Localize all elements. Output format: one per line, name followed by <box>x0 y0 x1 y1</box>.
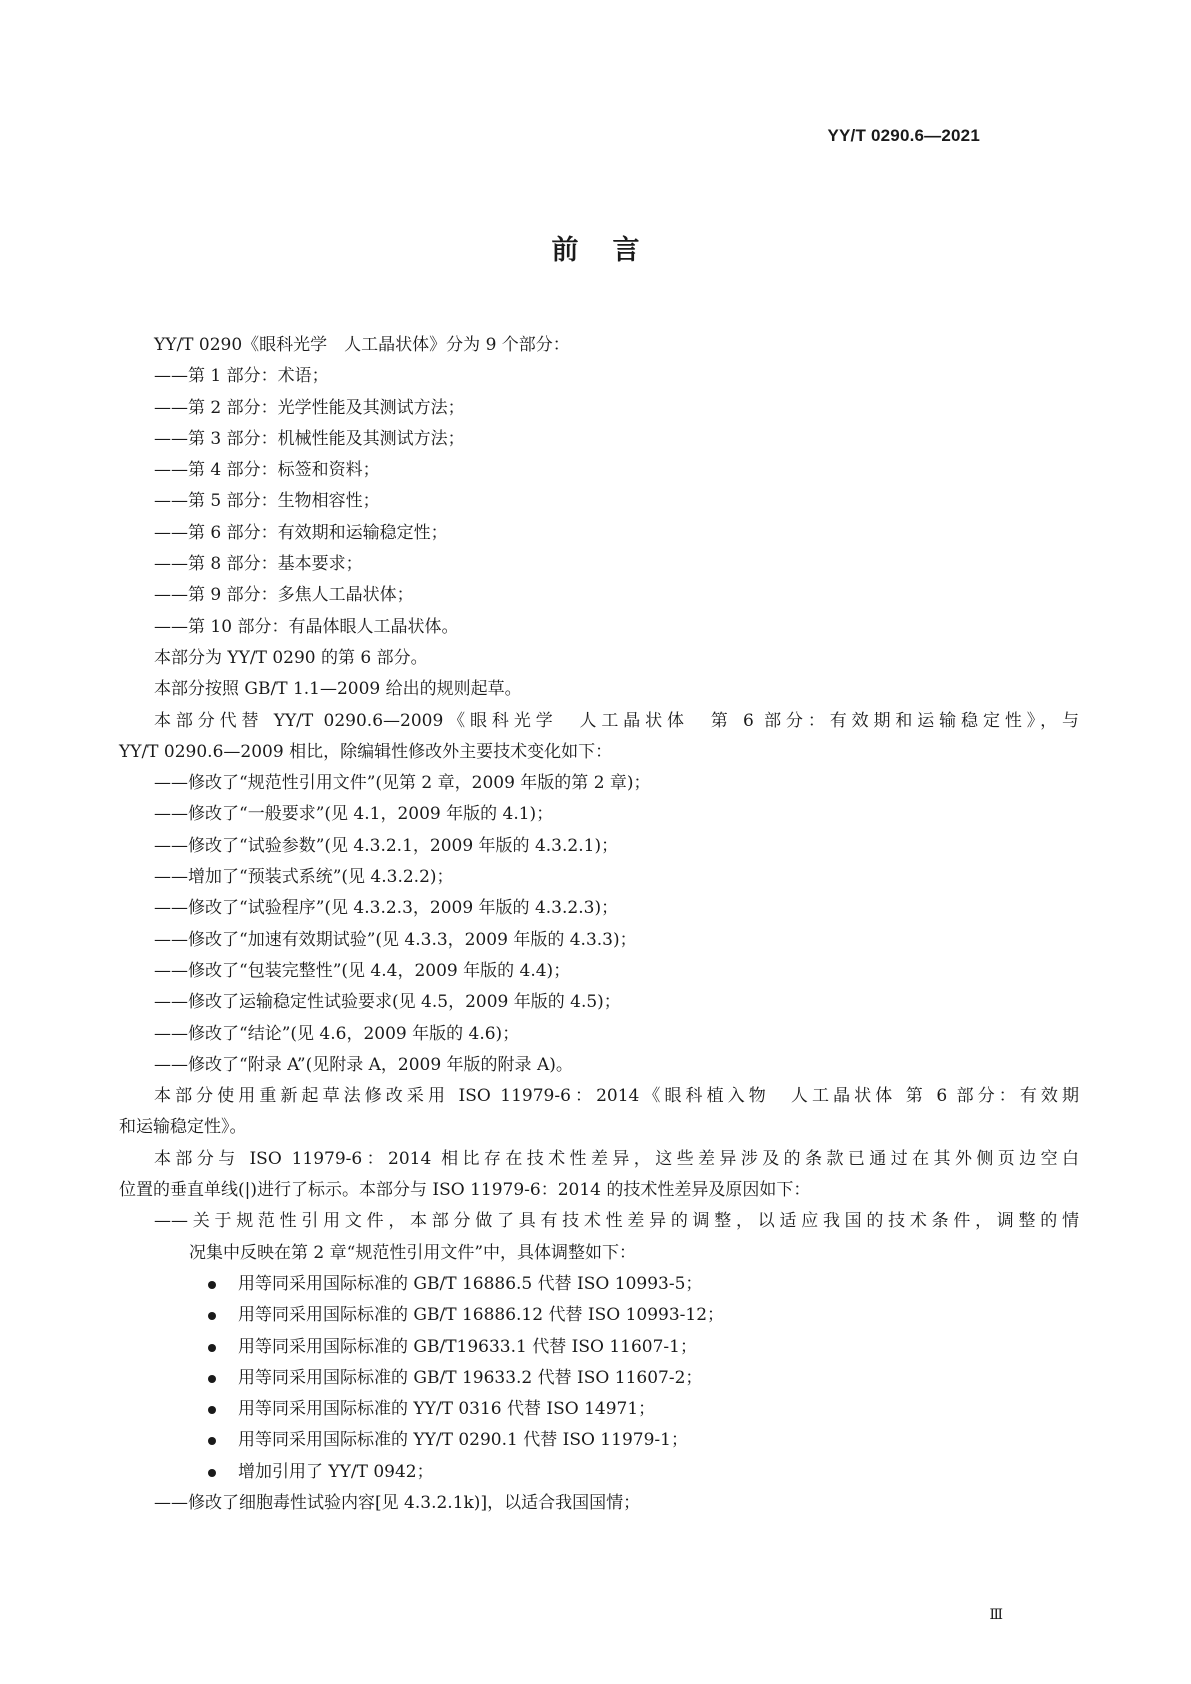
dash-list-item: ——第 3 部分：机械性能及其测试方法； <box>154 428 465 449</box>
bullet-dot-icon <box>208 1375 216 1383</box>
dash-list-item: ——修改了运输稳定性试验要求(见 4.5，2009 年版的 4.5)； <box>154 992 621 1013</box>
dash-list-item: ——修改了“结论”(见 4.6，2009 年版的 4.6)； <box>154 1023 520 1044</box>
dash-list-item: ——修改了“试验程序”(见 4.3.2.3，2009 年版的 4.3.2.3)； <box>154 898 619 919</box>
bullet-item <box>119 1363 1079 1394</box>
bullet-text: 增加引用了 YY/T 0942； <box>238 1461 434 1482</box>
dash-list-item: ——第 9 部分：多焦人工晶状体； <box>154 585 414 606</box>
page-title: 前言 <box>551 235 674 266</box>
dash-list-item: ——第 6 部分：有效期和运输稳定性； <box>154 522 448 543</box>
bullet-dot-icon <box>208 1344 216 1352</box>
bullet-text: 用等同采用国际标准的 YY/T 0290.1 代替 ISO 11979-1； <box>238 1430 688 1451</box>
bullet-text: 用等同采用国际标准的 GB/T 19633.2 代替 ISO 11607-2； <box>238 1367 703 1388</box>
paragraph-continuation: 和运输稳定性》。 <box>119 1117 247 1138</box>
bullet-item <box>119 1300 1079 1331</box>
paragraph-line: YY/T 0290《眼科光学 人工晶状体》分为 9 个部分： <box>154 335 570 355</box>
dash-list-item: ——第 5 部分：生物相容性； <box>154 491 380 512</box>
dash-list-item: ——第 8 部分：基本要求； <box>154 554 363 575</box>
paragraph-line: 本部分为 YY/T 0290 的第 6 部分。 <box>154 647 428 668</box>
dash-list-item: ——修改了“试验参数”(见 4.3.2.1，2009 年版的 4.3.2.1)； <box>154 835 619 856</box>
bullet-item <box>119 1332 1079 1363</box>
dash-list-item: ——第 2 部分：光学性能及其测试方法； <box>154 397 465 418</box>
foreword-body <box>119 330 1079 1519</box>
paragraph-line: 本部分使用重新起草法修改采用 ISO 11979-6：2014《眼科植入物 人工晶状体 第 6 部分：有效期 <box>154 1086 1079 1107</box>
bullet-item <box>119 1457 1079 1488</box>
bullet-item <box>119 1269 1079 1300</box>
paragraph-line: 本部分代替 YY/T 0290.6—2009《眼科光学 人工晶状体 第 6 部分：有效期和运输稳定性》，与 <box>154 710 1079 731</box>
dash-list-item: ——第 4 部分：标签和资料； <box>154 460 380 481</box>
bullet-text: 用等同采用国际标准的 GB/T 16886.5 代替 ISO 10993-5； <box>238 1273 703 1294</box>
dash-list-item: ——修改了“加速有效期试验”(见 4.3.3，2009 年版的 4.3.3)； <box>154 929 637 950</box>
bullet-item <box>119 1394 1079 1425</box>
dash-list-item: ——第 10 部分：有晶体眼人工晶状体。 <box>154 616 459 637</box>
list-item-continuation: 况集中反映在第 2 章“规范性引用文件”中，具体调整如下： <box>189 1242 637 1263</box>
dash-list-item: ——修改了“包装完整性”(见 4.4，2009 年版的 4.4)； <box>154 960 571 981</box>
bullet-dot-icon <box>208 1281 216 1289</box>
paragraph-continuation: 位置的垂直单线(|)进行了标示。本部分与 ISO 11979-6：2014 的技术性差异及原因如下： <box>119 1180 811 1201</box>
dash-list-item: ——增加了“预装式系统”(见 4.3.2.2)； <box>154 867 454 888</box>
bullet-text: 用等同采用国际标准的 GB/T 16886.12 代替 ISO 10993-12； <box>238 1305 725 1326</box>
dash-list-item: ——修改了“附录 A”(见附录 A，2009 年版的附录 A)。 <box>154 1054 573 1075</box>
dash-list-item: ——修改了细胞毒性试验内容[见 4.3.2.1k)]，以适合我国国情； <box>154 1492 641 1513</box>
dash-list-item: ——修改了“一般要求”(见 4.1，2009 年版的 4.1)； <box>154 804 554 825</box>
dash-list-item: ——修改了“规范性引用文件”(见第 2 章，2009 年版的第 2 章)； <box>154 773 651 794</box>
dash-list-item: ——第 1 部分：术语； <box>154 366 329 387</box>
paragraph-line: 本部分与 ISO 11979-6：2014 相比存在技术性差异，这些差异涉及的条款已通过在其外侧页边空白 <box>154 1148 1079 1169</box>
bullet-text: 用等同采用国际标准的 YY/T 0316 代替 ISO 14971； <box>238 1399 656 1420</box>
bullet-dot-icon <box>208 1469 216 1477</box>
paragraph-continuation: YY/T 0290.6—2009 相比，除编辑性修改外主要技术变化如下： <box>119 741 613 762</box>
bullet-item <box>119 1425 1079 1456</box>
paragraph-line: 本部分按照 GB/T 1.1—2009 给出的规则起草。 <box>154 679 522 700</box>
dash-list-item: ——关于规范性引用文件，本部分做了具有技术性差异的调整，以适应我国的技术条件，调整的情 <box>154 1211 1079 1232</box>
standard-code-header: YY/T 0290.6—2021 <box>827 126 980 145</box>
bullet-text: 用等同采用国际标准的 GB/T19633.1 代替 ISO 11607-1； <box>238 1336 697 1357</box>
page-number: Ⅲ <box>989 1607 1003 1623</box>
